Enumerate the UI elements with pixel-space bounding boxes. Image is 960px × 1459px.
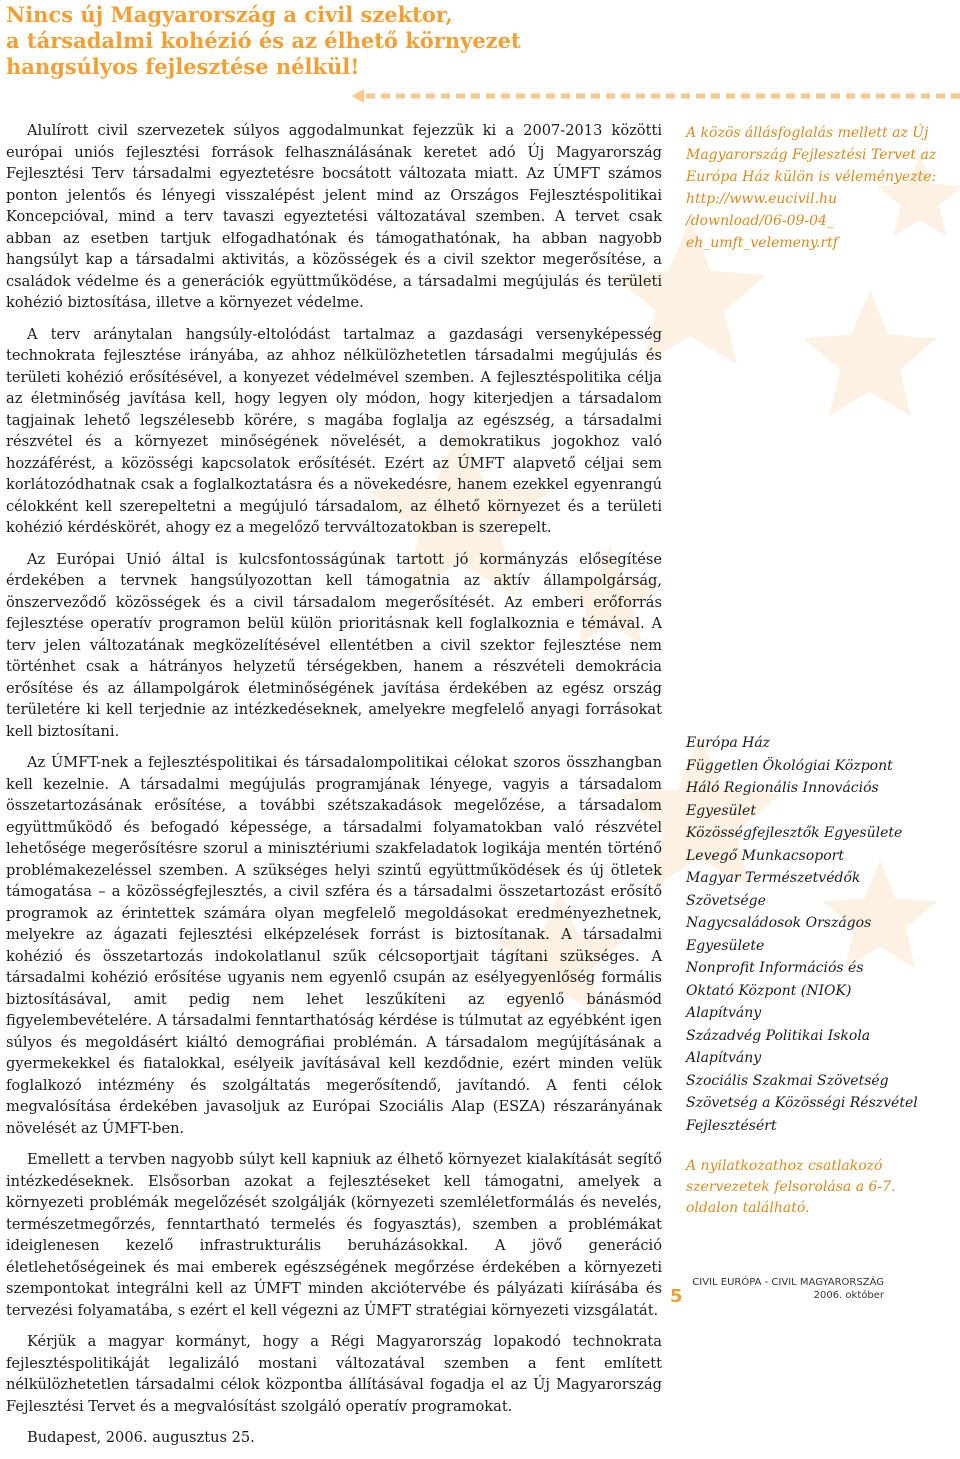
org-line: Oktató Központ (NIOK) — [686, 982, 852, 999]
sidebar-footnote: A nyilatkozathoz csatlakozó szervezetek felsorolása a 6-7. oldalon található. — [686, 1158, 896, 1216]
org-line: Közösségfejlesztők Egyesülete — [686, 825, 903, 841]
org-line: Független Ökológiai Központ — [686, 757, 893, 774]
org-line: Magyar Természetvédők — [686, 870, 861, 886]
paragraph: Alulírott civil szervezetek súlyos aggodalmunkat fejezzük ki a 2007-2013 közötti európai uniós fejlesztési források felhasználásának keretet adó Új Magyarország Fejlesztési Terv társadalmi egyeztetésre bocsátott változata miatt. Az ÚMFT számos ponton jelentős és lényegi visszalépést jelent mind az Országos Fejlesztéspolitikai Koncepcióval, mind a terv tavaszi egyeztetési változatával szemben. A tervet csak abban az esetben tartjuk elfogadhatónak és támogathatónak, ha abban nagyobb hangsúlyt kap a társadalmi aktivitás, a közösségek és a civil szektor megerősítése, a családok védelme és a generációk együttműködése, a társadalmi megújulás és területi kohézió biztosítása, illetve a környezet védelme. — [6, 122, 662, 311]
org-line: Európa Ház — [686, 735, 771, 751]
paragraph: A terv aránytalan hangsúly-eltolódást tartalmaz a gazdasági versenyképesség technokrata fejlesztése irányába, az ahhoz nélkülözhetetlen társadalmi megújulás és területi kohézió erősítésével, a konyezet védelmével szemben. A fejlesztéspolitika célja az életminőség javítása kell, hogy legyen oly módon, hogy kiterjedjen a társadalom tagjainak lehető legszélesebb körére, s magába foglalja az egészség, a társadalmi részvétel és a környezet minőségének növelését, a demokratikus jogokhoz való hozzáférést, a közösségi kapcsolatok erősítését. Ezért az ÚMFT alapvető céljai sem korlátozódhatnak csak a foglalkoztatásra és a növekedésre, hanem ezekkel egyenrangú célokként kell szerepeltetni a megújuló társadalom, az élhető környezet és a területi kohézió kérdéskörét, ahogy ez a megelőző tervváltozatokban is szerepelt. — [6, 325, 662, 536]
sidebar-note — [686, 122, 950, 254]
org-line: Fejlesztésért — [686, 1117, 777, 1134]
title-line-3: hangsúlyos fejlesztése nélkül! — [6, 54, 360, 79]
org-line: Alapítvány — [686, 1050, 762, 1066]
org-line: Nonprofit Információs és — [686, 960, 864, 976]
org-line: Levegő Munkacsoport — [686, 847, 844, 864]
org-line: Nagycsaládosok Országos — [686, 915, 872, 931]
org-line: Szociális Szakmai Szövetség — [686, 1072, 889, 1089]
title-line-1: Nincs új Magyarország a civil szektor, — [6, 2, 453, 27]
signatory-organizations-list — [686, 732, 950, 1137]
left-arrow-icon — [352, 89, 364, 103]
footer-date: 2006. október — [813, 1290, 884, 1301]
sidebar-note-text: A közös állásfoglalás mellett az Új Magyarország Fejlesztési Tervet az Európa Ház külön is véleményezte: — [686, 125, 937, 185]
org-line: Szövetsége — [686, 892, 766, 909]
paragraph: Kérjük a magyar kormányt, hogy a Régi Magyarország lopakodó technokrata fejlesztéspolitikáját legalizáló mostani változatával szemben a fent említett nélkülözhetetlen társadalmi célok központba állításával fogadja el az Új Magyarország Fejlesztési Tervet és a megvalósítást szolgáló operatív programokat. — [6, 1333, 662, 1415]
page-number: 5 — [670, 1286, 683, 1307]
footer-publication-info — [692, 1276, 884, 1302]
article-body — [6, 120, 662, 1459]
footer-publication: CIVIL EURÓPA - CIVIL MAGYARORSZÁG — [692, 1277, 884, 1288]
page-title — [6, 2, 706, 80]
paragraph: Emellett a tervben nagyobb súlyt kell kapniuk az élhető környezet kialakítását segítő intézkedéseknek. Elsősorban azokat a fejlesztéseket kell támogatni, amelyek a környezeti problémák megelőzését szolgálják (környezeti szemléletformálás és nevelés, természetmegőrzés, fenntartható termelés és fogyasztás), szemben a problémákat ideiglenesen kezelő infrastrukturális beruházásokkal. A jövő generáció életlehetőségeinek és mai emberek egészségének megőrzése érdekében a környezeti szempontokat integrálni kell az ÚMFT minden akciótervébe és pályázati kiírásába és tervezési folyamatába, s ezért el kell végezni az ÚMFT stratégiai környezeti vizsgálatát. — [6, 1151, 662, 1319]
title-line-2: a társadalmi kohézió és az élhető környezet — [6, 28, 521, 53]
org-line: Szövetség a Közösségi Részvétel — [686, 1095, 918, 1111]
dashed-arrow-rule — [352, 88, 960, 104]
paragraph: Az Európai Unió által is kulcsfontosságúnak tartott jó kormányzás elősegítése érdekében a tervnek hangsúlyozottan kell támogatnia az aktív állampolgárság, önszerveződő közösségek és a civil társadalom megerősítését. Az emberi erőforrás fejlesztése operatív programon belül külön prioritásnak kell foglalkoznia e témával. A terv jelen változatának megközelítésével ellentétben a civil szektor fejlesztése nem történhet csak a hátrányos helyzetű térségekben, hanem a részvételi demokrácia erősítése és az állampolgárok életminőségének javítása érdekében az egész ország területére ki kell terjednie az intézkedéseknek, amelyekre megfelelő anyagi forrásokat kell biztosítani. — [6, 550, 662, 740]
place-and-date: Budapest, 2006. augusztus 25. — [27, 1429, 255, 1446]
sidebar-url-line-1[interactable]: http://www.eucivil.hu — [686, 191, 838, 207]
sidebar-url-line-2[interactable]: /download/06-09-04_ — [686, 213, 834, 229]
star-shape — [803, 290, 936, 417]
org-line: Egyesület — [686, 802, 756, 819]
org-line: Egyesülete — [686, 937, 765, 954]
paragraph: Az ÚMFT-nek a fejlesztéspolitikai és társadalompolitikai célokat szoros összhangban kell kezelnie. A társadalmi megújulás programjának lényege, vagyis a társadalom összetartozásának erősítése, a további szétszakadások megelőzése, a társadalom együttműködő és befogadó képessége, a társadalmi folyamatokban való részvétel lehetősége megerősítésre szorul a minisztériumi szakfeladatok logikája mentén történő problémakezeléssel szemben. A szükséges helyi szintű együttműködések és új ötletek támogatása – a közösségfejlesztés, a civil szféra és a társadalmi összetartozást erősítő programok az érintettek számára olyan megfelelő megoldásokat eredményezhetnek, melyekre az ágazati fejlesztési elképzelések forrást is biztosítanak. A társadalmi kohézió és összetartozás indokolatlanul szűk célcsoportjait tágítani szükséges. A társadalmi kohézió erősítése ugyanis nem egyenlő csupán az esélyegyenlőség formális biztosításával, amit pedig nem lehet leszűkíteni az egyenlő bánásmód figyelembevételére. A társadalmi fenntarthatóság kérdése is túlmutat az egyébként igen súlyos és megoldásért kiáltó demográfiai problémán. A társadalom megújításának a gyermekekkel és fiatalokkal, esélyeik javításával kell kezdődnie, ezért minden velük foglalkozó intézmény és szolgáltatás megerősítendő, javítandó. A fenti célok megvalósítása érdekében javasoljuk az Európai Szociális Alap (ESZA) részarányának növelését az ÚMFT-ben. — [6, 754, 662, 1137]
sidebar-url-line-3[interactable]: eh_umft_velemeny.rtf — [686, 235, 838, 251]
org-line: Háló Regionális Innovációs — [686, 780, 879, 796]
org-line: Századvég Politikai Iskola — [686, 1027, 871, 1044]
org-line: Alapítvány — [686, 1005, 762, 1021]
